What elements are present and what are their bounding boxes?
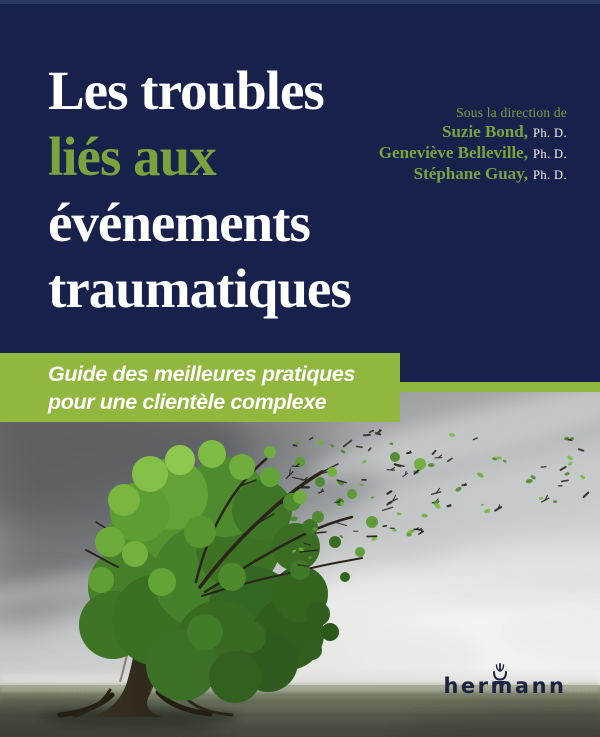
subtitle-line-2: pour une clientèle complexe [48, 389, 327, 414]
title-line-2: liés aux [48, 126, 216, 187]
author-line [379, 164, 567, 185]
green-accent-strip [400, 382, 600, 392]
author-degree: Ph. D. [532, 126, 567, 140]
subtitle-banner [0, 353, 400, 422]
title-line-4: traumatiques [48, 258, 351, 319]
hermann-wordmark: hermann [443, 674, 567, 698]
authors-block [379, 103, 567, 185]
book-title [48, 58, 351, 322]
title-line-3: événements [48, 192, 310, 253]
author-degree: Ph. D. [532, 168, 567, 182]
author-line [379, 122, 567, 143]
cover-top-edge [0, 0, 600, 4]
windblown-tree-illustration [0, 382, 600, 737]
author-name: Geneviève Belleville, [378, 143, 528, 162]
author-degree: Ph. D. [532, 147, 567, 161]
cover-photo [0, 382, 600, 737]
author-byline: Sous la direction de [456, 105, 567, 120]
subtitle-line-1: Guide des meilleures pratiques [48, 361, 356, 386]
author-line [379, 143, 567, 164]
title-line-1: Les troubles [48, 60, 324, 121]
author-name: Suzie Bond, [442, 122, 528, 141]
author-name: Stéphane Guay, [413, 164, 528, 183]
